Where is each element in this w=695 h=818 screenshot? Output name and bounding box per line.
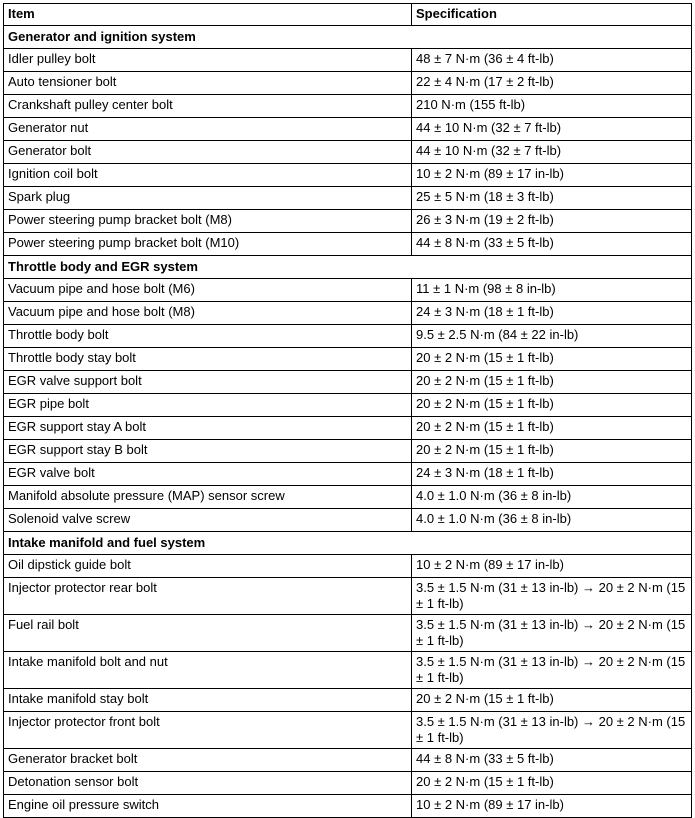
table-body [4,26,692,818]
table-row [4,689,692,712]
table-row [4,210,692,233]
item-cell: Throttle body stay bolt [4,348,412,371]
specification-cell: 11 ± 1 N·m (98 ± 8 in-lb) [412,279,692,302]
table-row [4,440,692,463]
table-row [4,417,692,440]
table-row [4,463,692,486]
specification-cell: 20 ± 2 N·m (15 ± 1 ft-lb) [412,371,692,394]
item-cell: Injector protector front bolt [4,712,412,749]
section-title: Throttle body and EGR system [4,256,692,279]
item-cell: EGR pipe bolt [4,394,412,417]
section-row [4,256,692,279]
item-cell: Manifold absolute pressure (MAP) sensor screw [4,486,412,509]
table-row [4,578,692,615]
specification-cell: 10 ± 2 N·m (89 ± 17 in-lb) [412,795,692,818]
specification-cell: 3.5 ± 1.5 N·m (31 ± 13 in-lb) → 20 ± 2 N·m (15 ± 1 ft-lb) [412,578,692,615]
item-cell: Auto tensioner bolt [4,72,412,95]
item-cell: Injector protector rear bolt [4,578,412,615]
item-cell: Generator bolt [4,141,412,164]
torque-spec-table [3,3,692,818]
specification-cell: 20 ± 2 N·m (15 ± 1 ft-lb) [412,394,692,417]
table-row [4,302,692,325]
specification-cell: 26 ± 3 N·m (19 ± 2 ft-lb) [412,210,692,233]
item-cell: Generator bracket bolt [4,749,412,772]
item-cell: Engine oil pressure switch [4,795,412,818]
table-row [4,795,692,818]
specification-cell: 4.0 ± 1.0 N·m (36 ± 8 in-lb) [412,486,692,509]
table-row [4,652,692,689]
specification-cell: 20 ± 2 N·m (15 ± 1 ft-lb) [412,772,692,795]
item-cell: EGR valve support bolt [4,371,412,394]
table-row [4,233,692,256]
item-cell: Fuel rail bolt [4,615,412,652]
table-row [4,712,692,749]
item-cell: Idler pulley bolt [4,49,412,72]
item-cell: Intake manifold bolt and nut [4,652,412,689]
section-row [4,26,692,49]
table-row [4,348,692,371]
table-row [4,279,692,302]
table-row [4,555,692,578]
section-title: Generator and ignition system [4,26,692,49]
item-cell: Vacuum pipe and hose bolt (M8) [4,302,412,325]
table-row [4,95,692,118]
item-cell: Spark plug [4,187,412,210]
item-cell: Power steering pump bracket bolt (M8) [4,210,412,233]
table-row [4,394,692,417]
table-row [4,325,692,348]
specification-cell: 44 ± 10 N·m (32 ± 7 ft-lb) [412,141,692,164]
table-row [4,118,692,141]
table-row [4,164,692,187]
specification-cell: 3.5 ± 1.5 N·m (31 ± 13 in-lb) → 20 ± 2 N·m (15 ± 1 ft-lb) [412,652,692,689]
specification-cell: 44 ± 10 N·m (32 ± 7 ft-lb) [412,118,692,141]
spec-table-container [3,3,692,818]
item-cell: EGR support stay B bolt [4,440,412,463]
table-row [4,187,692,210]
item-cell: Crankshaft pulley center bolt [4,95,412,118]
table-row [4,509,692,532]
specification-cell: 48 ± 7 N·m (36 ± 4 ft-lb) [412,49,692,72]
header-row [4,4,692,26]
header-specification: Specification [412,4,692,26]
specification-cell: 24 ± 3 N·m (18 ± 1 ft-lb) [412,463,692,486]
specification-cell: 210 N·m (155 ft-lb) [412,95,692,118]
item-cell: Detonation sensor bolt [4,772,412,795]
item-cell: Oil dipstick guide bolt [4,555,412,578]
specification-cell: 22 ± 4 N·m (17 ± 2 ft-lb) [412,72,692,95]
table-row [4,72,692,95]
item-cell: Vacuum pipe and hose bolt (M6) [4,279,412,302]
item-cell: EGR support stay A bolt [4,417,412,440]
item-cell: Power steering pump bracket bolt (M10) [4,233,412,256]
specification-cell: 20 ± 2 N·m (15 ± 1 ft-lb) [412,440,692,463]
section-row [4,532,692,555]
specification-cell: 24 ± 3 N·m (18 ± 1 ft-lb) [412,302,692,325]
specification-cell: 20 ± 2 N·m (15 ± 1 ft-lb) [412,417,692,440]
specification-cell: 20 ± 2 N·m (15 ± 1 ft-lb) [412,348,692,371]
specification-cell: 10 ± 2 N·m (89 ± 17 in-lb) [412,164,692,187]
table-row [4,772,692,795]
specification-cell: 10 ± 2 N·m (89 ± 17 in-lb) [412,555,692,578]
header-item: Item [4,4,412,26]
specification-cell: 3.5 ± 1.5 N·m (31 ± 13 in-lb) → 20 ± 2 N·m (15 ± 1 ft-lb) [412,615,692,652]
section-title: Intake manifold and fuel system [4,532,692,555]
specification-cell: 9.5 ± 2.5 N·m (84 ± 22 in-lb) [412,325,692,348]
specification-cell: 3.5 ± 1.5 N·m (31 ± 13 in-lb) → 20 ± 2 N·m (15 ± 1 ft-lb) [412,712,692,749]
specification-cell: 44 ± 8 N·m (33 ± 5 ft-lb) [412,749,692,772]
specification-cell: 20 ± 2 N·m (15 ± 1 ft-lb) [412,689,692,712]
table-row [4,749,692,772]
specification-cell: 4.0 ± 1.0 N·m (36 ± 8 in-lb) [412,509,692,532]
item-cell: Throttle body bolt [4,325,412,348]
table-row [4,615,692,652]
table-row [4,486,692,509]
table-row [4,371,692,394]
item-cell: Solenoid valve screw [4,509,412,532]
item-cell: Intake manifold stay bolt [4,689,412,712]
table-row [4,49,692,72]
table-row [4,141,692,164]
specification-cell: 44 ± 8 N·m (33 ± 5 ft-lb) [412,233,692,256]
item-cell: Ignition coil bolt [4,164,412,187]
item-cell: Generator nut [4,118,412,141]
item-cell: EGR valve bolt [4,463,412,486]
specification-cell: 25 ± 5 N·m (18 ± 3 ft-lb) [412,187,692,210]
